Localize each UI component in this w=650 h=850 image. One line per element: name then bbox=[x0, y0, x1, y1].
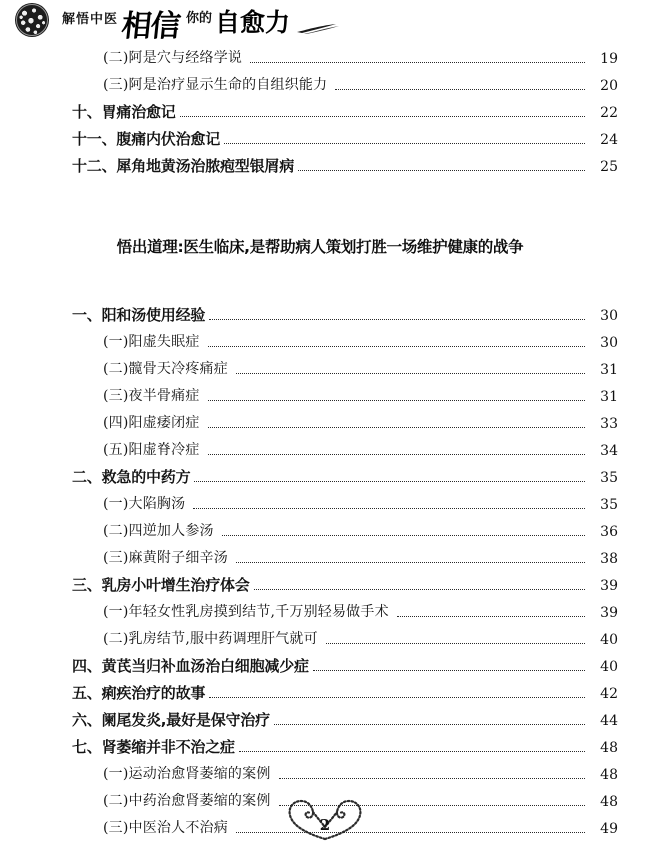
toc-entry-page-number: 19 bbox=[600, 51, 618, 67]
toc-entry-page-number: 48 bbox=[600, 794, 618, 810]
dot-leader bbox=[180, 115, 585, 117]
dot-leader bbox=[326, 642, 585, 644]
toc-entry-page-number: 30 bbox=[600, 335, 618, 351]
seal-ring bbox=[16, 4, 48, 36]
toc-entry-label: (四)阳虚痿闭症 bbox=[103, 415, 200, 431]
dot-leader bbox=[250, 61, 585, 63]
dot-leader bbox=[313, 669, 585, 671]
toc-entry[interactable] bbox=[0, 702, 650, 729]
toc-entry-page-number: 30 bbox=[600, 308, 618, 324]
toc-entry[interactable] bbox=[0, 378, 650, 405]
toc-entry-label: (二)四逆加人参汤 bbox=[103, 523, 214, 539]
toc-entry-label: (三)中医治人不治病 bbox=[103, 820, 228, 836]
toc-entry-page-number: 20 bbox=[600, 78, 618, 94]
toc-entry[interactable] bbox=[0, 94, 650, 121]
dot-leader bbox=[222, 534, 585, 536]
dot-leader bbox=[208, 426, 585, 428]
toc-entry-page-number: 42 bbox=[600, 686, 618, 702]
toc-entry-page-number: 40 bbox=[600, 632, 618, 648]
section-gap-top bbox=[0, 175, 650, 235]
dot-leader bbox=[298, 169, 585, 171]
toc-entry-label: (二)中药治愈肾萎缩的案例 bbox=[103, 793, 271, 809]
toc-entry[interactable] bbox=[0, 486, 650, 513]
toc-entry-label: 十一、腹痛内伏治愈记 bbox=[72, 130, 221, 148]
section-gap-bottom bbox=[0, 257, 650, 297]
dot-leader bbox=[209, 318, 585, 320]
toc-entry-label: 六、阑尾发炎,最好是保守治疗 bbox=[72, 711, 270, 729]
toc-entry[interactable] bbox=[0, 121, 650, 148]
toc-entry-page-number: 48 bbox=[600, 740, 618, 756]
toc-entry-label: (一)年轻女性乳房摸到结节,千万别轻易做手术 bbox=[103, 604, 389, 620]
brush-stroke-flourish-icon bbox=[296, 20, 340, 32]
toc-entry-page-number: 39 bbox=[600, 605, 618, 621]
header-brush-title-second: 自愈力 bbox=[215, 8, 291, 37]
toc-entry-page-number: 31 bbox=[600, 362, 618, 378]
toc-group-main bbox=[0, 297, 650, 837]
dot-leader bbox=[279, 777, 585, 779]
table-of-contents bbox=[0, 40, 650, 837]
toc-entry[interactable] bbox=[0, 459, 650, 486]
toc-entry-page-number: 44 bbox=[600, 713, 618, 729]
dot-leader bbox=[254, 588, 585, 590]
toc-entry-page-number: 35 bbox=[600, 470, 618, 486]
toc-entry-label: 四、黄芪当归补血汤治白细胞减少症 bbox=[72, 657, 309, 675]
toc-entry[interactable] bbox=[0, 756, 650, 783]
toc-entry[interactable] bbox=[0, 594, 650, 621]
toc-entry[interactable] bbox=[0, 40, 650, 67]
toc-entry-page-number: 33 bbox=[600, 416, 618, 432]
toc-entry[interactable] bbox=[0, 540, 650, 567]
toc-entry-label: (一)阳虚失眠症 bbox=[103, 334, 200, 350]
toc-entry[interactable] bbox=[0, 405, 650, 432]
toc-entry-label: (三)夜半骨痛症 bbox=[103, 388, 200, 404]
toc-entry-page-number: 48 bbox=[600, 767, 618, 783]
dot-leader bbox=[335, 88, 585, 90]
toc-entry-label: (二)乳房结节,服中药调理肝气就可 bbox=[103, 631, 318, 647]
header-subtitle: 解悟中医 bbox=[62, 12, 119, 27]
toc-entry[interactable] bbox=[0, 729, 650, 756]
toc-entry[interactable] bbox=[0, 297, 650, 324]
toc-entry-label: (五)阳虚脊冷症 bbox=[103, 442, 200, 458]
dot-leader bbox=[193, 507, 585, 509]
dot-leader bbox=[208, 453, 585, 455]
dot-leader bbox=[236, 372, 585, 374]
dot-leader bbox=[209, 696, 585, 698]
toc-group-top bbox=[0, 40, 650, 175]
toc-entry-label: (二)阿是穴与经络学说 bbox=[103, 50, 243, 66]
page-header bbox=[0, 0, 650, 44]
toc-entry-page-number: 35 bbox=[600, 497, 618, 513]
dot-leader bbox=[208, 345, 585, 347]
toc-entry-label: (一)大陷胸汤 bbox=[103, 496, 186, 512]
section-heading: 悟出道理:医生临床,是帮助病人策划打胜一场维护健康的战争 bbox=[116, 238, 524, 256]
page-number: 2 bbox=[319, 816, 331, 834]
toc-entry-page-number: 22 bbox=[600, 105, 618, 121]
dot-leader bbox=[208, 399, 585, 401]
toc-entry-label: 二、救急的中药方 bbox=[72, 468, 191, 486]
toc-entry[interactable] bbox=[0, 675, 650, 702]
toc-entry-page-number: 49 bbox=[600, 821, 618, 837]
toc-entry-label: (二)髋骨天冷疼痛症 bbox=[103, 361, 228, 377]
toc-entry-label: (三)麻黄附子细辛汤 bbox=[103, 550, 228, 566]
toc-entry-page-number: 24 bbox=[600, 132, 618, 148]
toc-entry[interactable] bbox=[0, 648, 650, 675]
toc-entry-page-number: 38 bbox=[600, 551, 618, 567]
toc-entry-page-number: 31 bbox=[600, 389, 618, 405]
toc-entry-label: 十、胃痛治愈记 bbox=[72, 103, 176, 121]
toc-entry[interactable] bbox=[0, 432, 650, 459]
dot-leader bbox=[274, 723, 585, 725]
toc-entry-page-number: 39 bbox=[600, 578, 618, 594]
toc-entry[interactable] bbox=[0, 567, 650, 594]
toc-entry-label: (三)阿是治疗显示生命的自组织能力 bbox=[103, 77, 328, 93]
round-seal-stamp-icon bbox=[15, 3, 49, 37]
toc-entry-label: 七、肾萎缩并非不治之症 bbox=[72, 738, 235, 756]
toc-entry-label: 五、痢疾治疗的故事 bbox=[72, 684, 206, 702]
toc-entry-page-number: 25 bbox=[600, 159, 618, 175]
page-footer bbox=[0, 796, 650, 844]
toc-entry-label: 十二、犀角地黄汤治脓疱型银屑病 bbox=[72, 157, 295, 175]
toc-entry-page-number: 40 bbox=[600, 659, 618, 675]
dot-leader bbox=[239, 750, 585, 752]
dot-leader bbox=[397, 615, 585, 617]
toc-entry[interactable] bbox=[0, 351, 650, 378]
header-brush-title-first: 相信 bbox=[119, 9, 182, 44]
toc-entry[interactable] bbox=[0, 621, 650, 648]
dot-leader bbox=[194, 480, 585, 482]
toc-entry[interactable] bbox=[0, 67, 650, 94]
toc-entry[interactable] bbox=[0, 513, 650, 540]
toc-entry[interactable] bbox=[0, 324, 650, 351]
toc-entry-label: 一、阳和汤使用经验 bbox=[72, 306, 206, 324]
toc-entry[interactable] bbox=[0, 148, 650, 175]
toc-entry-page-number: 36 bbox=[600, 524, 618, 540]
header-title-mid: 你的 bbox=[186, 11, 213, 26]
dot-leader bbox=[236, 561, 585, 563]
toc-entry-page-number: 34 bbox=[600, 443, 618, 459]
toc-entry-label: 三、乳房小叶增生治疗体会 bbox=[72, 576, 250, 594]
toc-entry-label: (一)运动治愈肾萎缩的案例 bbox=[103, 766, 271, 782]
dot-leader bbox=[224, 142, 585, 144]
